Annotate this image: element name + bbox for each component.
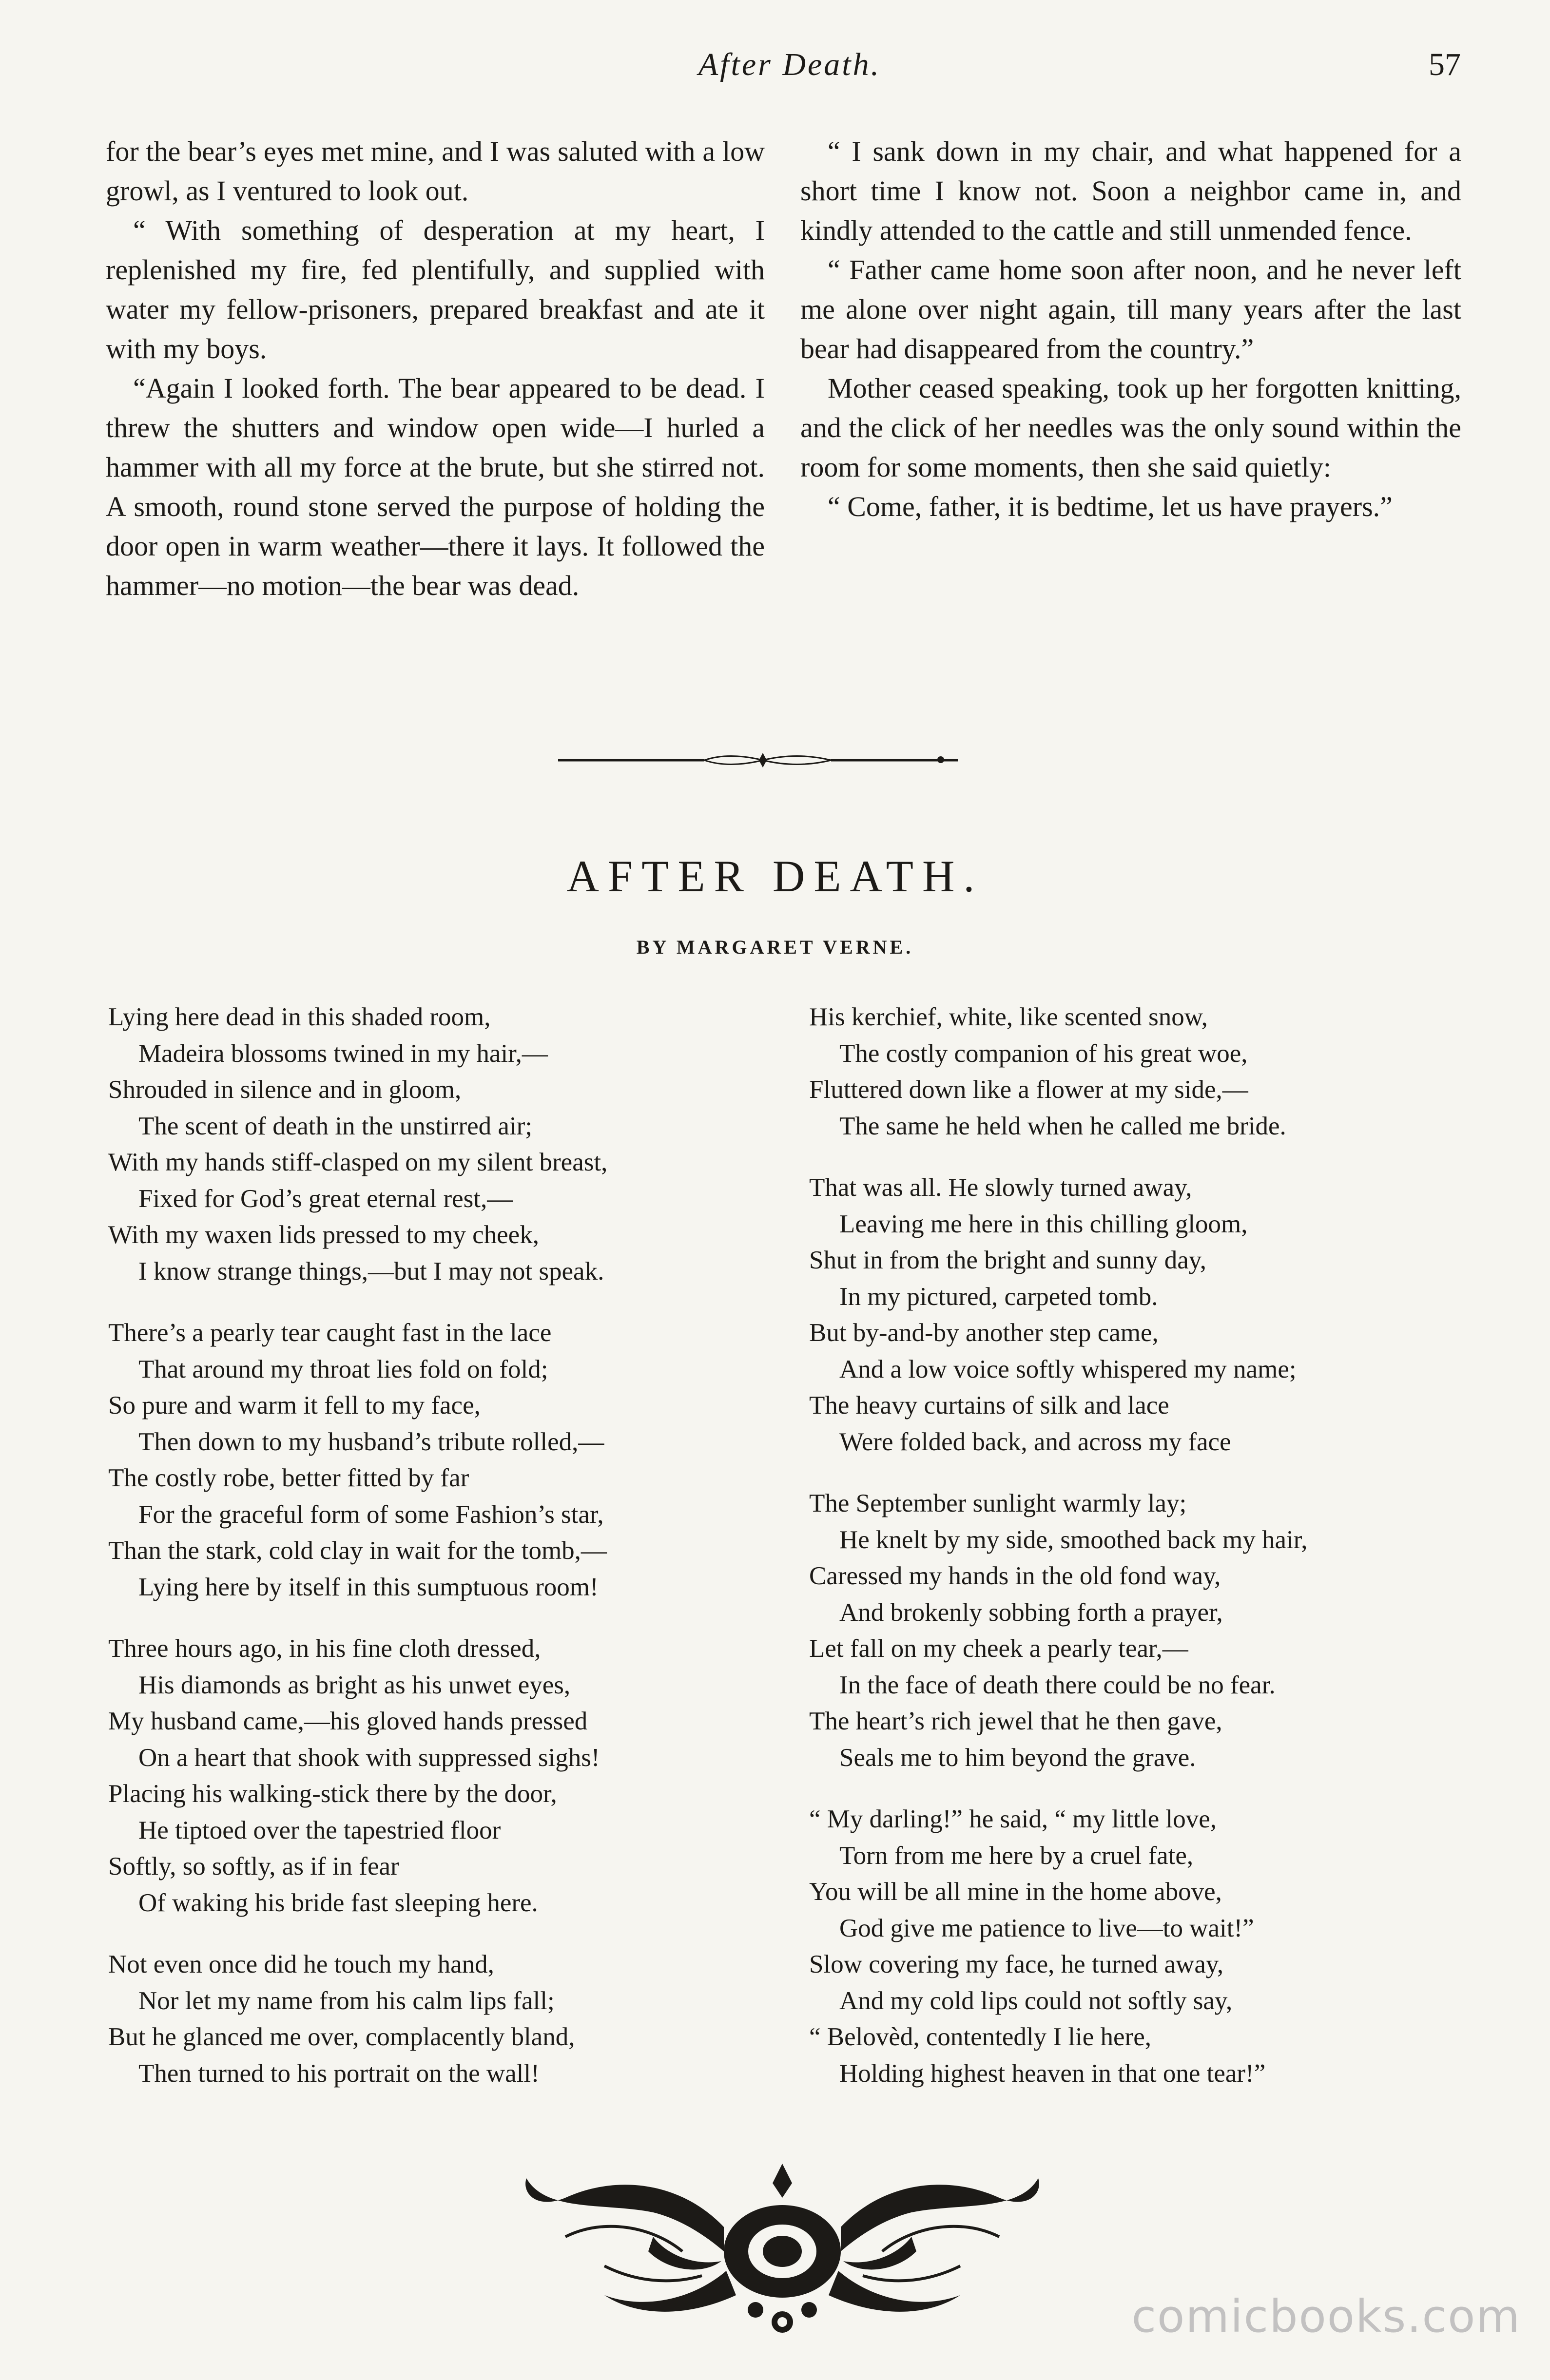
poem-line: He tiptoed over the tapestried floor [138, 1816, 501, 1844]
prose-paragraph: Mother ceased speaking, took up her forgotten knitting, and the click of her needles was the only sound within the room for some moments, then she said quietly: [800, 372, 1461, 483]
poem-line: For the graceful form of some Fashion’s star, [138, 1500, 604, 1529]
poem-line: Torn from me here by a cruel fate, [839, 1841, 1194, 1870]
poem-byline: BY MARGARET VERNE. [636, 936, 914, 958]
poem-line: Holding highest heaven in that one tear!” [839, 2059, 1266, 2088]
poem-line: The September sunlight warmly lay; [809, 1489, 1187, 1517]
poem-line: He knelt by my side, smoothed back my hair, [839, 1525, 1308, 1554]
poem-line: The costly companion of his great woe, [839, 1039, 1248, 1068]
poem-line: On a heart that shook with suppressed sighs! [138, 1743, 600, 1772]
poem-line: Not even once did he touch my hand, [108, 1950, 494, 1978]
prose-paragraph: “ Come, father, it is bedtime, let us have prayers.” [828, 491, 1393, 522]
poem-line: Nor let my name from his calm lips fall; [138, 1986, 555, 2015]
poem-line: The scent of death in the unstirred air; [138, 1112, 532, 1140]
poem-line: Were folded back, and across my face [839, 1427, 1231, 1456]
prose-paragraph: “Again I looked forth. The bear appeared to be dead. I threw the shutters and window open wide—I hurled a hammer with all my force at the brute, but she stirred not. A smooth, round stone served the purpose of holding the door open in warm weather—there it lays. It followed the hammer—no motion—the bear was dead. [106, 372, 765, 601]
prose-column-left [106, 132, 765, 605]
poem-line: Then turned to his portrait on the wall! [138, 2059, 540, 2088]
prose-paragraph: “ I sank down in my chair, and what happened for a short time I know not. Soon a neighbor came in, and kindly attended to the cattle and still unmended fence. [800, 135, 1461, 246]
poem-line: Let fall on my cheek a pearly tear,— [809, 1634, 1188, 1663]
poem-line: “ Belovèd, contentedly I lie here, [809, 2023, 1151, 2051]
poem-column-left [108, 999, 791, 2117]
poem-line: I know strange things,—but I may not speak. [138, 1257, 604, 1286]
poem-line: And brokenly sobbing forth a prayer, [839, 1598, 1223, 1627]
poem-stanza [108, 1315, 791, 1605]
poem-line: Placing his walking-stick there by the door, [108, 1780, 557, 1808]
poem-line: The costly robe, better fitted by far [108, 1464, 469, 1492]
poem-stanza [108, 999, 791, 1289]
poem-line: Lying here by itself in this sumptuous room! [138, 1573, 599, 1601]
poem-stanza [809, 1485, 1531, 1776]
poem-line: Softly, so softly, as if in fear [108, 1852, 399, 1881]
poem-line: God give me patience to live—to wait!” [839, 1914, 1254, 1942]
poem-line: But by-and-by another step came, [809, 1319, 1159, 1347]
poem-line: Shut in from the bright and sunny day, [809, 1246, 1207, 1274]
poem-line: And my cold lips could not softly say, [839, 1986, 1233, 2015]
poem-line: Then down to my husband’s tribute rolled,— [138, 1427, 604, 1456]
poem-line: Slow covering my face, he turned away, [809, 1950, 1224, 1978]
tailpiece-ornament-icon [507, 2154, 1058, 2339]
poem-title: AFTER DEATH. [566, 851, 984, 901]
poem-line: So pure and warm it fell to my face, [108, 1391, 481, 1420]
poem-line: The same he held when he called me bride. [839, 1112, 1286, 1140]
poem-line: And a low voice softly whispered my name; [839, 1355, 1297, 1383]
poem-line: In my pictured, carpeted tomb. [839, 1282, 1158, 1311]
poem-line: My husband came,—his gloved hands pressed [108, 1707, 588, 1735]
poem-line: Madeira blossoms twined in my hair,— [138, 1039, 548, 1068]
poem-line: That around my throat lies fold on fold; [138, 1355, 548, 1383]
poem-line: Three hours ago, in his fine cloth dressed, [108, 1634, 541, 1663]
poem-line: Lying here dead in this shaded room, [108, 1003, 491, 1031]
poem-line: “ My darling!” he said, “ my little love, [809, 1805, 1217, 1833]
poem-line: Fixed for God’s great eternal rest,— [138, 1184, 513, 1213]
poem-line: You will be all mine in the home above, [809, 1878, 1222, 1906]
poem-line: There’s a pearly tear caught fast in the lace [108, 1319, 552, 1347]
running-title: After Death. [698, 47, 881, 82]
poem-line: With my hands stiff-clasped on my silent breast, [108, 1148, 608, 1176]
poem-line: Leaving me here in this chilling gloom, [839, 1209, 1248, 1238]
poem-line: In the face of death there could be no fear. [839, 1670, 1276, 1699]
poem-line: His diamonds as bright as his unwet eyes, [138, 1670, 571, 1699]
prose-paragraph: “ With something of desperation at my heart, I replenished my fire, fed plentifully, and supplied with water my fellow-prisoners, prepared breakfast and ate it with my boys. [106, 214, 765, 365]
poem-line: The heart’s rich jewel that he then gave, [809, 1707, 1222, 1735]
poem-stanza [809, 1170, 1531, 1460]
poem-line: Fluttered down like a flower at my side,— [809, 1075, 1248, 1104]
prose-paragraph: for the bear’s eyes met mine, and I was saluted with a low growl, as I ventured to look out. [106, 135, 765, 207]
poem-line: That was all. He slowly turned away, [809, 1173, 1192, 1202]
poem-stanza [108, 1946, 791, 2092]
poem-line: Shrouded in silence and in gloom, [108, 1075, 462, 1104]
poem-line: The heavy curtains of silk and lace [809, 1391, 1169, 1420]
section-divider-ornament [558, 748, 968, 772]
prose-column-right [800, 132, 1461, 526]
poem-stanza [108, 1631, 791, 1921]
page-number: 57 [1429, 47, 1461, 82]
poem-line: Caressed my hands in the old fond way, [809, 1562, 1221, 1590]
poem-line: But he glanced me over, complacently bland, [108, 2023, 575, 2051]
poem-line: With my waxen lids pressed to my cheek, [108, 1221, 539, 1249]
poem-line: Than the stark, cold clay in wait for the tomb,— [108, 1536, 607, 1565]
watermark: comicbooks.com [1131, 2290, 1521, 2342]
poem-column-right [809, 999, 1531, 2117]
poem-stanza [809, 1801, 1531, 2092]
poem-stanza [809, 999, 1531, 1144]
poem-line: Of waking his bride fast sleeping here. [138, 1888, 538, 1917]
poem-line: Seals me to him beyond the grave. [839, 1743, 1196, 1772]
prose-paragraph: “ Father came home soon after noon, and he never left me alone over night again, till many years after the last bear had disappeared from the country.” [800, 254, 1461, 365]
poem-line: His kerchief, white, like scented snow, [809, 1003, 1208, 1031]
